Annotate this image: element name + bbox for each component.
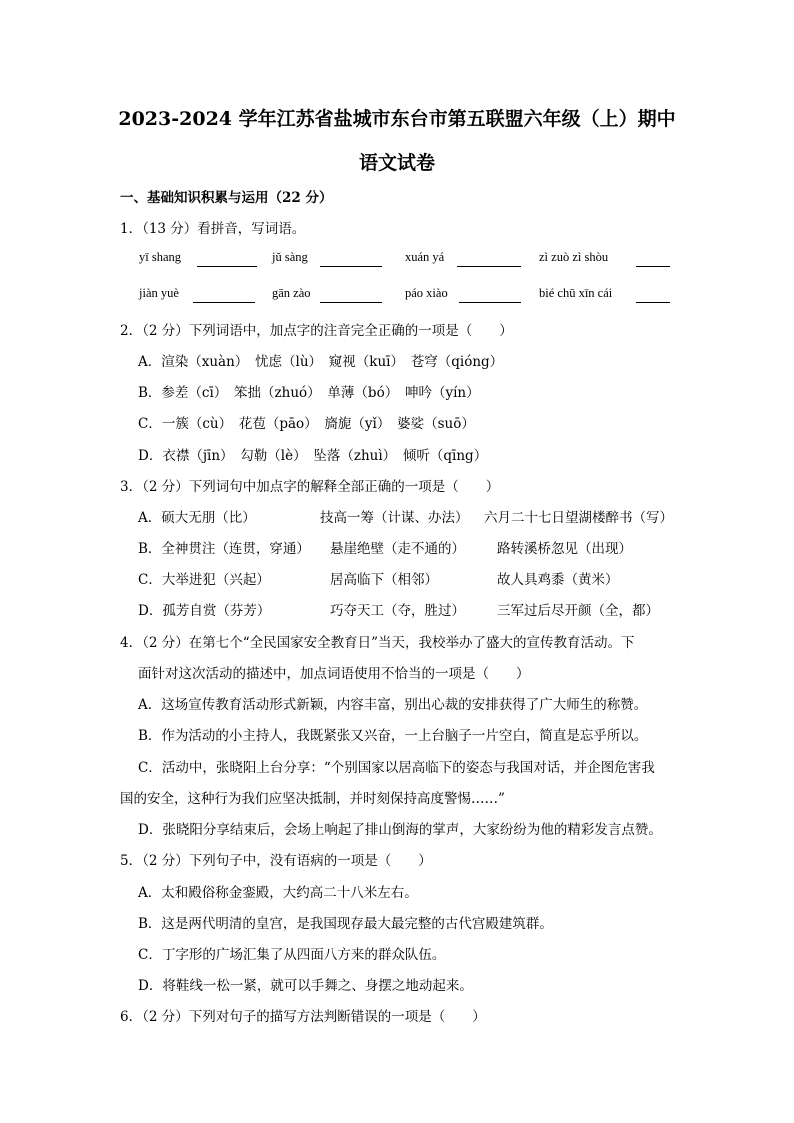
answer-blank[interactable]: [320, 266, 382, 267]
question-6-stem: 6．（2 分）下列对句子的描写方法判断错误的一项是（ ）: [120, 1009, 486, 1025]
exam-title-line-2: 语文试卷: [358, 152, 435, 174]
option-d[interactable]: D．张晓阳分享结束后，会场上响起了排山倒海的掌声，大家纷纷为他的精彩发言点赞。: [138, 822, 662, 838]
question-5-stem: 5．（2 分）下列句子中，没有语病的一项是（ ）: [120, 853, 432, 869]
option-d[interactable]: D．孤芳自赏（芬芳）: [138, 603, 271, 619]
question-1-stem: 1．（13 分）看拼音，写词语。: [120, 221, 306, 237]
pinyin-item: bié chū xīn cái: [539, 286, 613, 300]
answer-blank[interactable]: [193, 302, 255, 303]
option-d[interactable]: D．将鞋线一松一紧，就可以手舞之、身摆之地动起来。: [138, 978, 473, 994]
question-4-stem: 4．（2 分）在第七个“全民国家安全教育日”当天，我校举办了盛大的宣传教育活动。下: [120, 635, 635, 651]
option-c-phrase-2: 居高临下（相邻）: [330, 572, 438, 588]
section-heading: 一、基础知识积累与运用（22 分）: [120, 190, 333, 206]
option-b-phrase-2: 悬崖绝壁（走不通的）: [330, 541, 465, 557]
option-c[interactable]: C．一簇（cù） 花苞（pāo） 旖旎（yǐ） 婆娑（suō）: [138, 416, 475, 432]
question-2-stem: 2．（2 分）下列词语中，加点字的注音完全正确的一项是（ ）: [120, 323, 513, 339]
option-d-phrase-2: 巧夺天工（夺，胜过）: [330, 603, 465, 619]
option-b[interactable]: B．这是两代明清的皇宫，是我国现存最大最完整的古代宫殿建筑群。: [138, 916, 553, 932]
answer-blank[interactable]: [636, 302, 670, 303]
pinyin-item: jiàn yuè: [139, 286, 179, 300]
answer-blank[interactable]: [459, 302, 521, 303]
option-c[interactable]: C．大举进犯（兴起）: [138, 572, 270, 588]
option-a[interactable]: A．硕大无朋（比）: [138, 510, 256, 526]
option-c-cont: 国的安全，这种行为我们应坚决抵制，并时刻保持高度警惕……”: [120, 791, 505, 807]
pinyin-item: jǔ sàng: [272, 250, 308, 264]
option-d[interactable]: D．衣襟（jīn） 勾勒（lè） 坠落（zhuì） 倾听（qīng）: [138, 448, 488, 464]
pinyin-item: gān zào: [272, 286, 311, 300]
question-3-stem: 3．（2 分）下列词句中加点字的解释全部正确的一项是（ ）: [120, 479, 500, 495]
pinyin-item: zì zuò zì shòu: [539, 250, 609, 264]
option-a-phrase-3: 六月二十七日望湖楼醉书（写）: [484, 510, 673, 526]
option-a-phrase-2: 技高一筹（计谋、办法）: [320, 510, 469, 526]
answer-blank[interactable]: [457, 266, 521, 267]
answer-blank[interactable]: [320, 302, 382, 303]
pinyin-item: páo xiào: [405, 286, 448, 300]
option-a[interactable]: A．渲染（xuàn） 忧虑（lù） 窥视（kuī） 苍穹（qióng）: [138, 354, 504, 370]
pinyin-item: yī shang: [139, 250, 182, 264]
option-c-phrase-3: 故人具鸡黍（黄米）: [497, 572, 619, 588]
answer-blank[interactable]: [197, 266, 257, 267]
option-a[interactable]: A．这场宣传教育活动形式新颖，内容丰富，别出心裁的安排获得了广大师生的称赞。: [138, 697, 648, 713]
option-b-phrase-3: 路转溪桥忽见（出现）: [497, 541, 632, 557]
option-b[interactable]: B．作为活动的小主持人，我既紧张又兴奋，一上台脑子一片空白，简直是忘乎所以。: [138, 728, 648, 744]
question-4-stem-cont: 面针对这次活动的描述中，加点词语使用不恰当的一项是（ ）: [138, 666, 530, 682]
option-d-phrase-3: 三军过后尽开颜（全，都）: [497, 603, 659, 619]
option-b[interactable]: B．全神贯注（连贯，穿通）: [138, 541, 310, 557]
option-c[interactable]: C．丁字形的广场汇集了从四面八方来的群众队伍。: [138, 947, 446, 963]
answer-blank[interactable]: [636, 266, 670, 267]
option-a[interactable]: A．太和殿俗称金銮殿，大约高二十八米左右。: [138, 885, 418, 901]
option-c[interactable]: C．活动中，张晓阳上台分享：“个别国家以居高临下的姿态与我国对话，并企图危害我: [138, 760, 655, 776]
pinyin-item: xuán yá: [405, 250, 445, 264]
exam-title-line-1: 2023-2024 学年江苏省盐城市东台市第五联盟六年级（上）期中: [118, 108, 676, 130]
option-b[interactable]: B．参差（cī） 笨拙（zhuó） 单薄（bó） 呻吟（yín）: [138, 385, 480, 401]
